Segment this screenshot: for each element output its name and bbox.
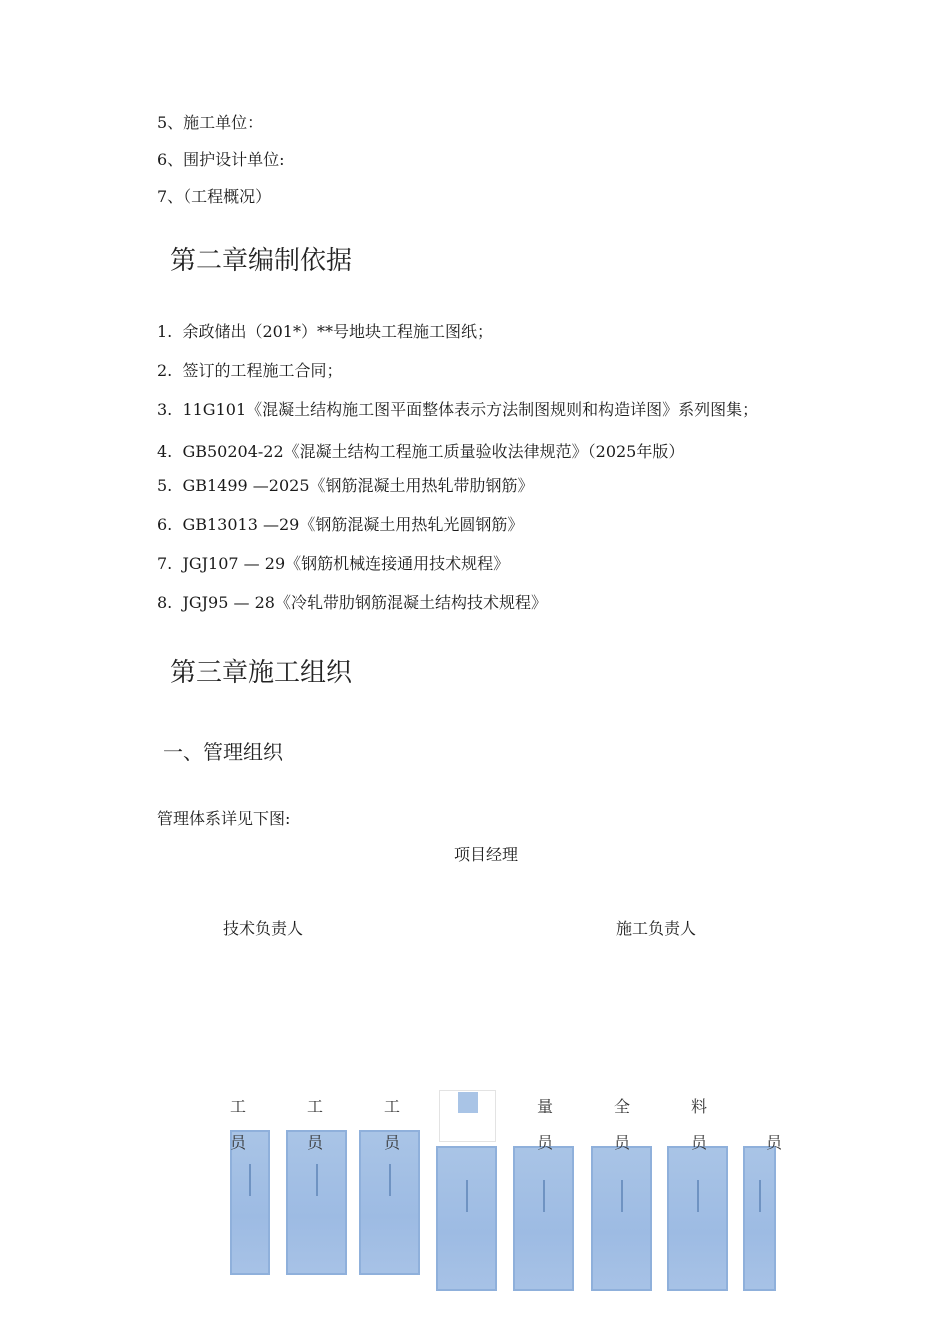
basis-item-num: 5. xyxy=(157,476,173,495)
basis-item xyxy=(157,590,547,613)
staff-box xyxy=(667,1146,728,1291)
staff-label-top: 料 xyxy=(691,1097,708,1116)
basis-item xyxy=(157,397,758,420)
intro-item-6: 6、围护设计单位: xyxy=(157,150,285,169)
basis-item-num: 6. xyxy=(157,515,173,534)
staff-box-tick xyxy=(621,1180,623,1212)
basis-item xyxy=(157,319,493,342)
basis-item xyxy=(157,512,523,535)
basis-item-text: 余政储出（201*）**号地块工程施工图纸； xyxy=(182,322,493,341)
basis-item-text: JGJ95 — 28《冷轧带肋钢筋混凝土结构技术规程》 xyxy=(182,593,547,612)
org-placeholder-square xyxy=(458,1092,478,1113)
basis-item-num: 3. xyxy=(157,400,173,419)
basis-item xyxy=(157,473,534,496)
staff-label-top: 量 xyxy=(537,1097,554,1116)
intro-item-5: 5、施工单位： xyxy=(157,113,264,132)
staff-box xyxy=(513,1146,574,1291)
basis-item-num: 7. xyxy=(157,554,173,573)
basis-item xyxy=(157,551,509,574)
staff-label-bottom: 员 xyxy=(691,1133,708,1152)
staff-box-tick xyxy=(697,1180,699,1212)
org-intro-text: 管理体系详见下图: xyxy=(157,809,291,828)
staff-label-bottom: 员 xyxy=(230,1133,247,1152)
staff-label-bottom: 员 xyxy=(384,1133,401,1152)
basis-item-num: 8. xyxy=(157,593,173,612)
staff-label-top: 全 xyxy=(614,1097,631,1116)
staff-box xyxy=(591,1146,652,1291)
staff-box-tick xyxy=(316,1164,318,1196)
staff-label-bottom: 员 xyxy=(766,1133,783,1152)
chapter3-title: 第三章施工组织 xyxy=(170,658,353,688)
org-technical-lead: 技术负责人 xyxy=(223,919,304,938)
basis-item xyxy=(157,358,342,381)
basis-item-text: 11G101《混凝土结构施工图平面整体表示方法制图规则和构造详图》系列图集； xyxy=(182,400,759,419)
intro-item-7: 7、（工程概况） xyxy=(157,187,272,206)
staff-box xyxy=(743,1146,776,1291)
org-construction-lead: 施工负责人 xyxy=(616,919,697,938)
org-project-manager: 项目经理 xyxy=(454,845,519,864)
staff-label-bottom: 员 xyxy=(537,1133,554,1152)
basis-item-text: JGJ107 — 29《钢筋机械连接通用技术规程》 xyxy=(182,554,510,573)
staff-box-tick xyxy=(759,1180,761,1212)
basis-item xyxy=(157,439,684,462)
staff-label-top: 工 xyxy=(230,1097,247,1116)
staff-box-tick xyxy=(543,1180,545,1212)
staff-box-tick xyxy=(466,1180,468,1212)
basis-item-num: 2. xyxy=(157,361,173,380)
staff-box xyxy=(436,1146,497,1291)
basis-item-text: GB13013 —29《钢筋混凝土用热轧光圆钢筋》 xyxy=(182,515,524,534)
basis-item-text: GB50204-22《混凝土结构工程施工质量验收法律规范》（2025年版） xyxy=(182,442,685,461)
chapter2-title: 第二章编制依据 xyxy=(170,246,353,276)
staff-label-top: 工 xyxy=(384,1097,401,1116)
basis-item-num: 1. xyxy=(157,322,173,341)
staff-box-tick xyxy=(389,1164,391,1196)
basis-item-text: 签订的工程施工合同； xyxy=(182,361,343,380)
section-management-org: 一、管理组织 xyxy=(163,740,283,764)
staff-label-bottom: 员 xyxy=(307,1133,324,1152)
basis-item-text: GB1499 —2025《钢筋混凝土用热轧带肋钢筋》 xyxy=(182,476,534,495)
basis-item-num: 4. xyxy=(157,442,173,461)
staff-box-tick xyxy=(249,1164,251,1196)
staff-label-bottom: 员 xyxy=(614,1133,631,1152)
staff-label-top: 工 xyxy=(307,1097,324,1116)
